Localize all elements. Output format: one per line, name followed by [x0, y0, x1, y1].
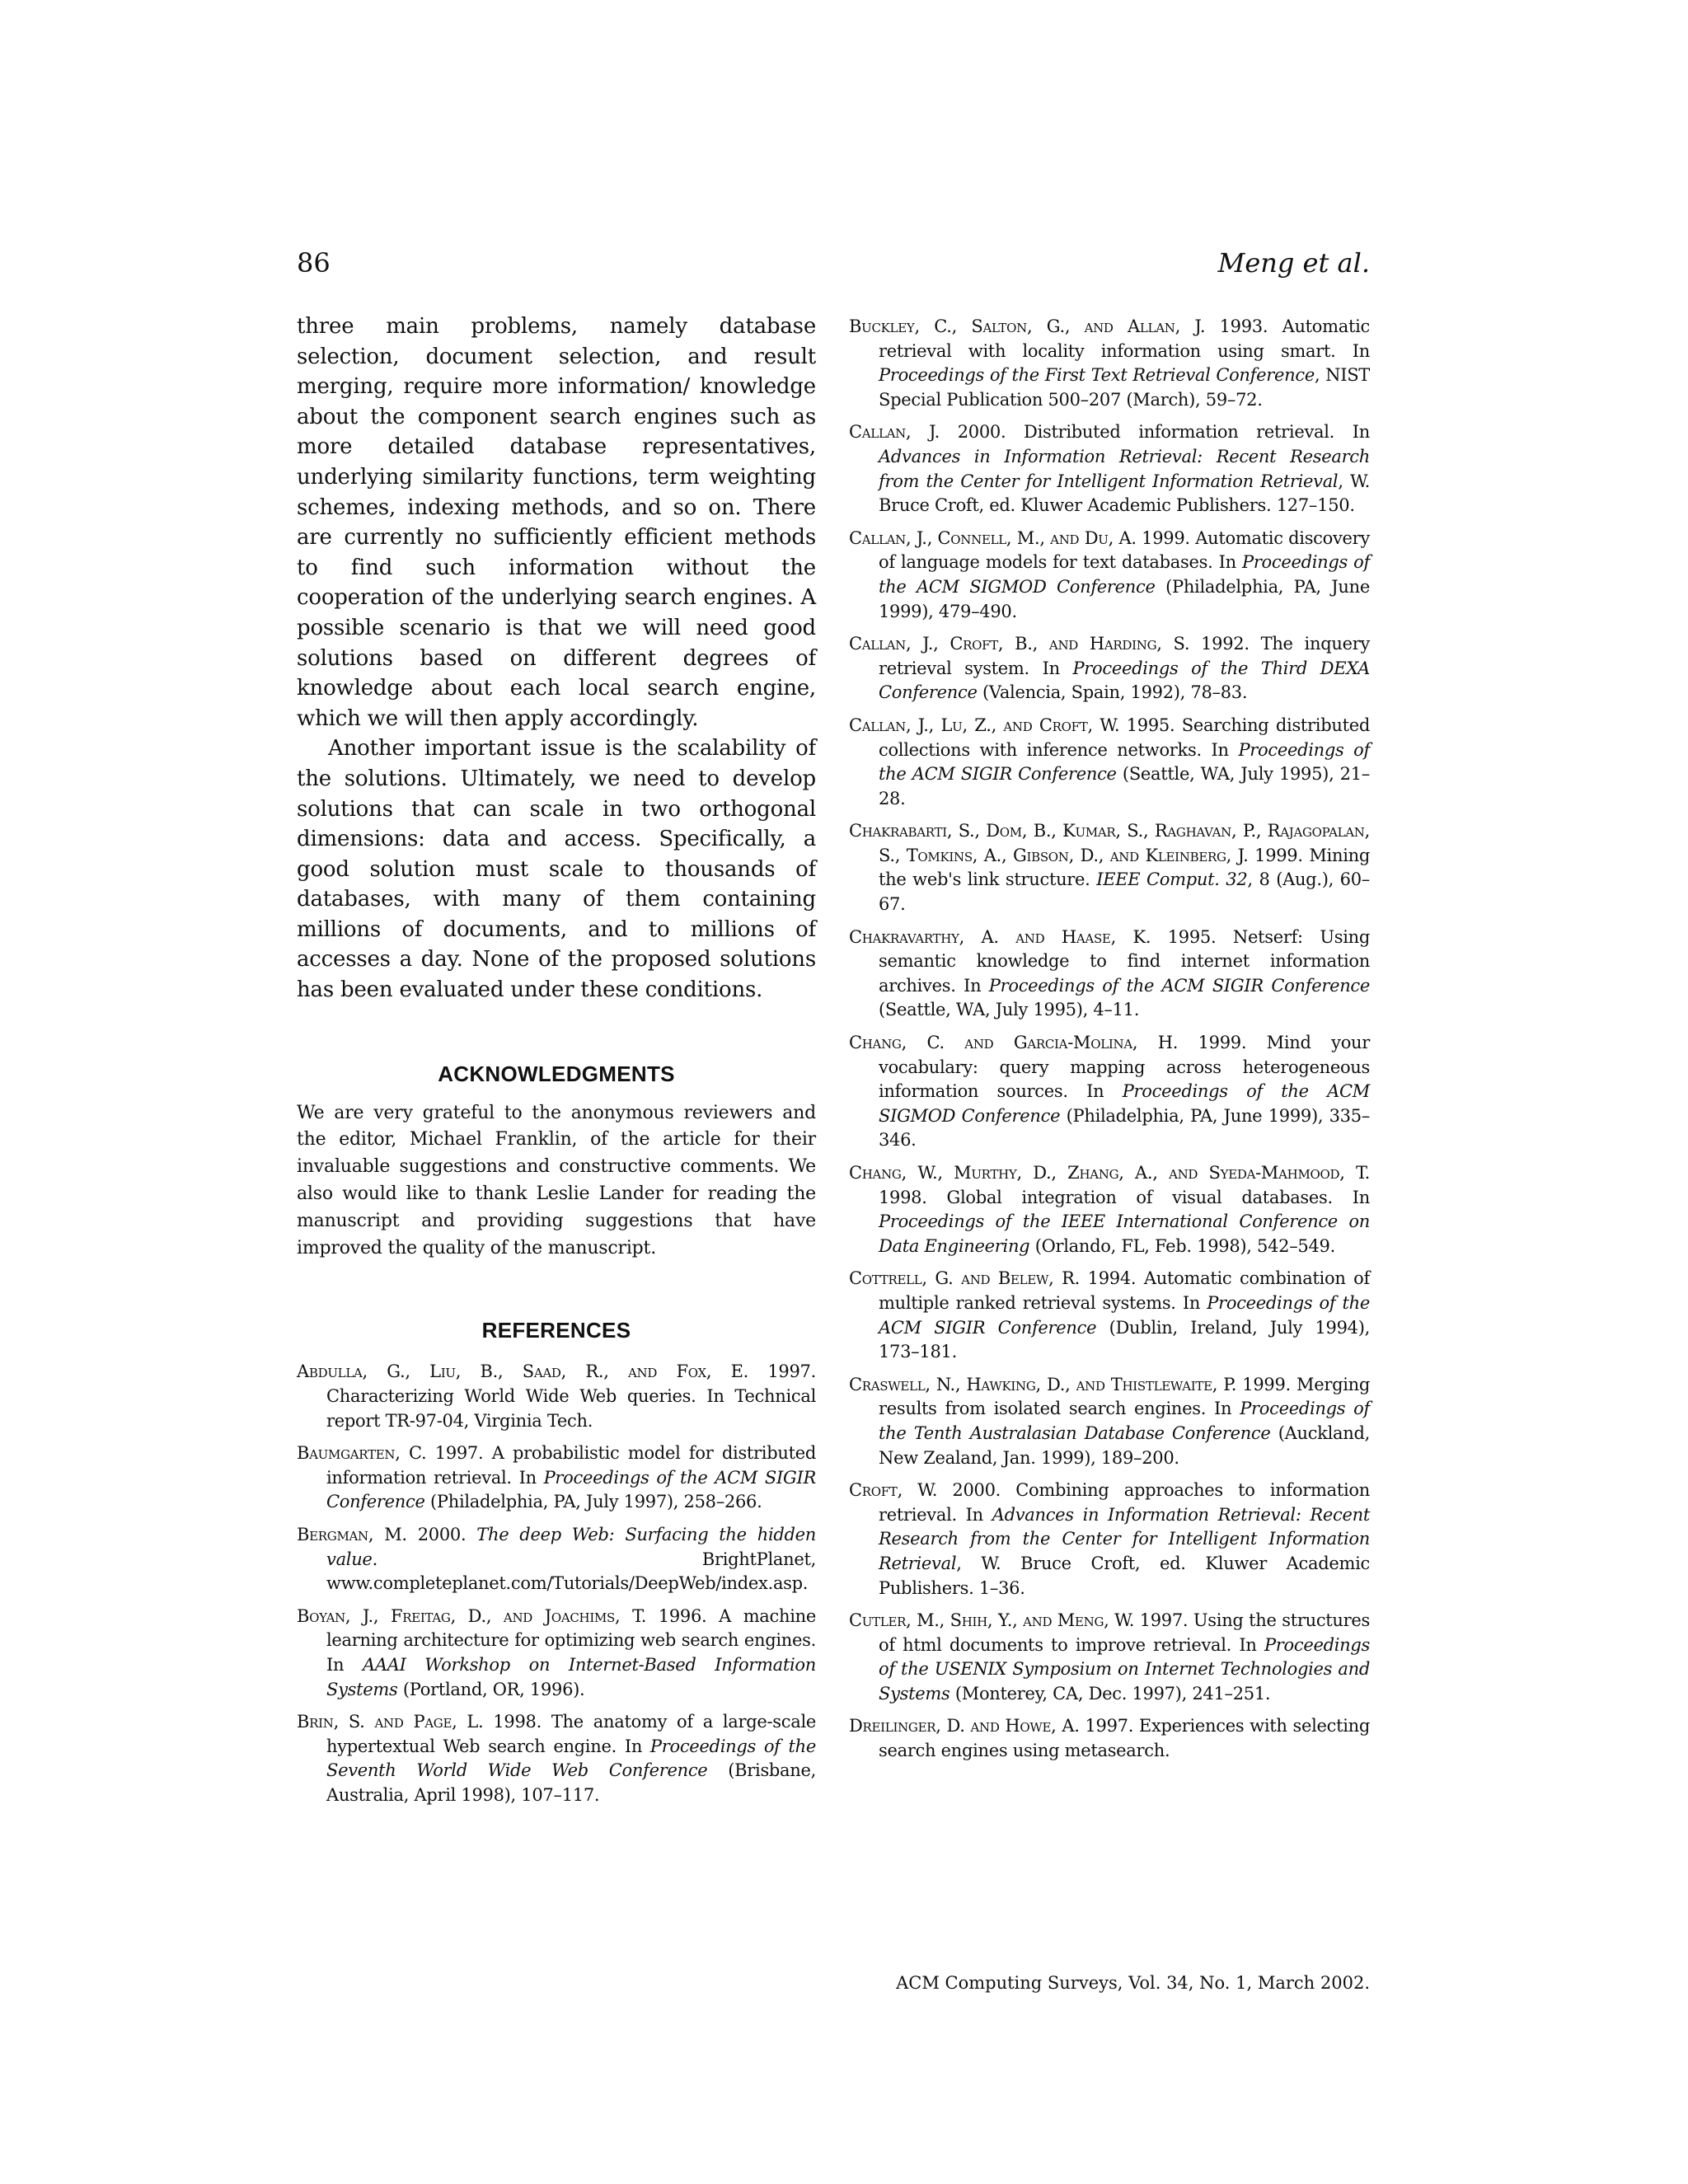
reference-venue: Advances in Information Retrieval: Recent Research from the Center for Intelligent Information Retrieval [879, 1504, 1370, 1573]
reference-venue: Proceedings of the IEEE International Conference on Data Engineering [879, 1212, 1370, 1256]
reference-text: 1996. A machine learning architecture for optimizing web search engines. In [326, 1605, 816, 1675]
reference-entry [849, 1479, 1370, 1601]
reference-authors: Cottrell, G. and Belew, R. [849, 1268, 1081, 1289]
reference-venue: Proceedings of the ACM SIGIR Conference [879, 739, 1370, 785]
reference-venue: Proceedings of the ACM SIGMOD Conference [879, 552, 1370, 597]
reference-text: 2000. [406, 1525, 477, 1544]
reference-entry [849, 1161, 1370, 1258]
reference-entry [849, 315, 1370, 412]
running-authors: Meng et al. [1217, 247, 1370, 279]
reference-entry [849, 819, 1370, 916]
reference-entry [849, 1267, 1370, 1364]
body-paragraph-1: three main problems, namely database selection, document selection, and result merging, require more information/ knowledge about the component search engines such as more detailed database representatives, underlying similarity functions, term weighting schemes, indexing methods, and so on. There are currently no sufficiently efficient methods to find such information without the cooperation of the underlying search engines. A possible scenario is that we will need good solutions based on different degrees of knowledge about each local search engine, which we will then apply accordingly. [297, 314, 816, 731]
reference-venue: The deep Web: Surfacing the hidden value [326, 1525, 817, 1569]
reference-authors: Baumgarten, C. [297, 1443, 427, 1464]
reference-authors: Craswell, N., Hawking, D., and Thistlewaite, P. [849, 1374, 1237, 1394]
reference-details: , 8 (Aug.), 60–67. [879, 869, 1370, 915]
reference-details: (Valencia, Spain, 1992), 78–83. [977, 682, 1248, 703]
reference-venue: Advances in Information Retrieval: Recent Research from the Center for Intelligent Information Retrieval [879, 446, 1370, 491]
reference-text: 1995. Netserf: Using semantic knowledge to find internet information archives. In [879, 926, 1370, 996]
reference-details: (Monterey, CA, Dec. 1997), 241–251. [950, 1683, 1271, 1704]
reference-authors: Bergman, M. [297, 1525, 407, 1544]
reference-entry [849, 1714, 1370, 1763]
reference-venue: IEEE Comput. 32 [1096, 869, 1248, 890]
reference-text: 1994. Automatic combination of multiple ranked retrieval systems. In [879, 1268, 1370, 1313]
reference-venue: Proceedings of the ACM SIGIR Conference [988, 975, 1371, 996]
reference-venue: Proceedings of the ACM SIGMOD Conference [879, 1081, 1370, 1126]
reference-authors: Cutler, M., Shih, Y., and Meng, W. [849, 1610, 1135, 1631]
reference-venue: Proceedings of the Tenth Australasian Database Conference [879, 1399, 1370, 1443]
footer-journal: ACM Computing Surveys, Vol. 34, No. 1, March 2002. [896, 1973, 1370, 1993]
right-column [849, 315, 1370, 1772]
reference-text: 1998. The anatomy of a large-scale hypertextual Web search engine. In [326, 1712, 817, 1756]
reference-entry [849, 1373, 1370, 1470]
reference-venue: AAAI Workshop on Internet-Based Information Systems [326, 1654, 816, 1699]
reference-entry [849, 632, 1370, 705]
reference-authors: Chang, C. and Garcia-Molina, H. [849, 1033, 1179, 1053]
reference-text: 1997. A probabilistic model for distributed information retrieval. In [326, 1443, 816, 1488]
reference-authors: Chang, W., Murthy, D., Zhang, A., and Syeda-Mahmood, T. [849, 1163, 1370, 1183]
reference-venue: Proceedings of the USENIX Symposium on Internet Technologies and Systems [879, 1634, 1370, 1704]
references-list-left [297, 1360, 816, 1807]
references-list-right [849, 315, 1370, 1764]
acknowledgments-text: We are very grateful to the anonymous reviewers and the editor, Michael Franklin, of the article for their invaluable suggestions and constructive comments. We also would like to thank Leslie Lander for reading the manuscript and providing suggestions that have improved the quality of the manuscript. [297, 1102, 816, 1258]
reference-details: (Dublin, Ireland, July 1994), 173–181. [879, 1317, 1370, 1362]
reference-text: 1999. Mind your vocabulary: query mapping across heterogeneous information sources. In [879, 1033, 1370, 1102]
reference-venue: Proceedings of the ACM SIGIR Conference [326, 1467, 816, 1512]
reference-authors: Brin, S. and Page, L. [297, 1712, 484, 1732]
reference-entry [297, 1360, 816, 1433]
reference-authors: Boyan, J., Freitag, D., and Joachims, T. [297, 1605, 647, 1626]
reference-entry [849, 714, 1370, 811]
reference-entry [297, 1710, 816, 1807]
reference-authors: Chakravarthy, A. and Haase, K. [849, 926, 1151, 947]
reference-entry [297, 1523, 816, 1596]
reference-authors: Dreilinger, D. and Howe, A. [849, 1716, 1080, 1736]
reference-details: , NIST Special Publication 500–207 (March), 59–72. [879, 365, 1370, 410]
reference-venue: Proceedings of the Third DEXA Conference [879, 658, 1371, 703]
reference-entry [849, 527, 1370, 624]
reference-text: 1995. Searching distributed collections with inference networks. In [879, 715, 1370, 760]
running-head [297, 247, 1370, 285]
reference-text: 1999. Merging results from isolated search engines. In [879, 1374, 1370, 1419]
reference-entry [849, 1609, 1370, 1706]
reference-text: 2000. Combining approaches to information retrieval. In [879, 1480, 1370, 1525]
reference-text: 1999. Automatic discovery of language models for text databases. In [879, 527, 1370, 573]
reference-details: , W. Bruce Croft, ed. Kluwer Academic Publishers. 127–150. [879, 471, 1370, 516]
reference-details: (Portland, OR, 1996). [397, 1679, 585, 1699]
reference-details: (Seattle, WA, July 1995), 4–11. [879, 1000, 1140, 1020]
reference-details: (Seattle, WA, July 1995), 21–28. [879, 764, 1370, 808]
reference-details: (Brisbane, Australia, April 1998), 107–117. [326, 1760, 817, 1805]
reference-details: (Philadelphia, PA, June 1999), 335–346. [879, 1105, 1370, 1151]
references-heading: REFERENCES [481, 1318, 631, 1343]
reference-text: 1997. Experiences with selecting search engines using metasearch. [879, 1716, 1371, 1761]
reference-venue: Proceedings of the First Text Retrieval Conference [879, 365, 1315, 386]
reference-details: (Philadelphia, PA, July 1997), 258–266. [424, 1492, 762, 1512]
reference-entry [297, 1441, 816, 1515]
reference-details: , W. Bruce Croft, ed. Kluwer Academic Publishers. 1–36. [879, 1553, 1370, 1598]
reference-entry [297, 1605, 816, 1702]
reference-text: 2000. Distributed information retrieval. In [939, 422, 1370, 443]
reference-authors: Croft, W. [849, 1480, 938, 1501]
reference-authors: Buckley, C., Salton, G., and Allan, J. [849, 316, 1206, 336]
reference-authors: Callan, J. [849, 422, 940, 443]
reference-details: . BrightPlanet, www.completeplanet.com/Tutorials/DeepWeb/index.asp. [326, 1549, 816, 1594]
reference-entry [849, 926, 1370, 1023]
reference-entry [849, 1031, 1370, 1153]
reference-text: 1993. Automatic retrieval with locality information using smart. In [879, 316, 1371, 361]
reference-authors: Chakrabarti, S., Dom, B., Kumar, S., Raghavan, P., Rajagopalan, S., Tomkins, A., Gibson, D., and Kleinberg, J. [849, 821, 1370, 865]
reference-venue: Proceedings of the ACM SIGIR Conference [879, 1292, 1370, 1338]
reference-entry [849, 420, 1370, 518]
page-number: 86 [297, 247, 331, 279]
reference-text: 1998. Global integration of visual databases. In [879, 1187, 1370, 1207]
reference-text: 1997. Characterizing World Wide Web queries. In Technical report TR-97-04, Virginia Tech. [326, 1361, 816, 1431]
reference-text: 1999. Mining the web's link structure. [879, 845, 1370, 890]
reference-details: (Auckland, New Zealand, Jan. 1999), 189–200. [879, 1422, 1370, 1468]
reference-details: (Orlando, FL, Feb. 1998), 542–549. [1029, 1235, 1335, 1256]
reference-authors: Callan, J., Connell, M., and Du, A. [849, 527, 1137, 548]
body-paragraph-2: Another important issue is the scalability of the solutions. Ultimately, we need to develop solutions that can scale in two orthogonal dimensions: data and access. Specifically, a good solution must scale to thousands of databases, with many of them containing millions of documents, and to millions of accesses a day. None of the proposed solutions has been evaluated under these conditions. [297, 736, 816, 1003]
reference-text: 1992. The inquery retrieval system. In [879, 634, 1370, 678]
left-column [297, 312, 816, 1816]
reference-venue: Proceedings of the Seventh World Wide Web Conference [326, 1736, 817, 1781]
reference-authors: Callan, J., Croft, B., and Harding, S. [849, 634, 1190, 654]
reference-details: (Philadelphia, PA, June 1999), 479–490. [879, 576, 1370, 621]
acknowledgments-heading: ACKNOWLEDGMENTS [438, 1061, 675, 1086]
reference-text: 1997. Using the structures of html documents to improve retrieval. In [879, 1610, 1370, 1655]
reference-authors: Abdulla, G., Liu, B., Saad, R., and Fox, E. [297, 1361, 748, 1382]
reference-authors: Callan, J., Lu, Z., and Croft, W. [849, 715, 1120, 735]
